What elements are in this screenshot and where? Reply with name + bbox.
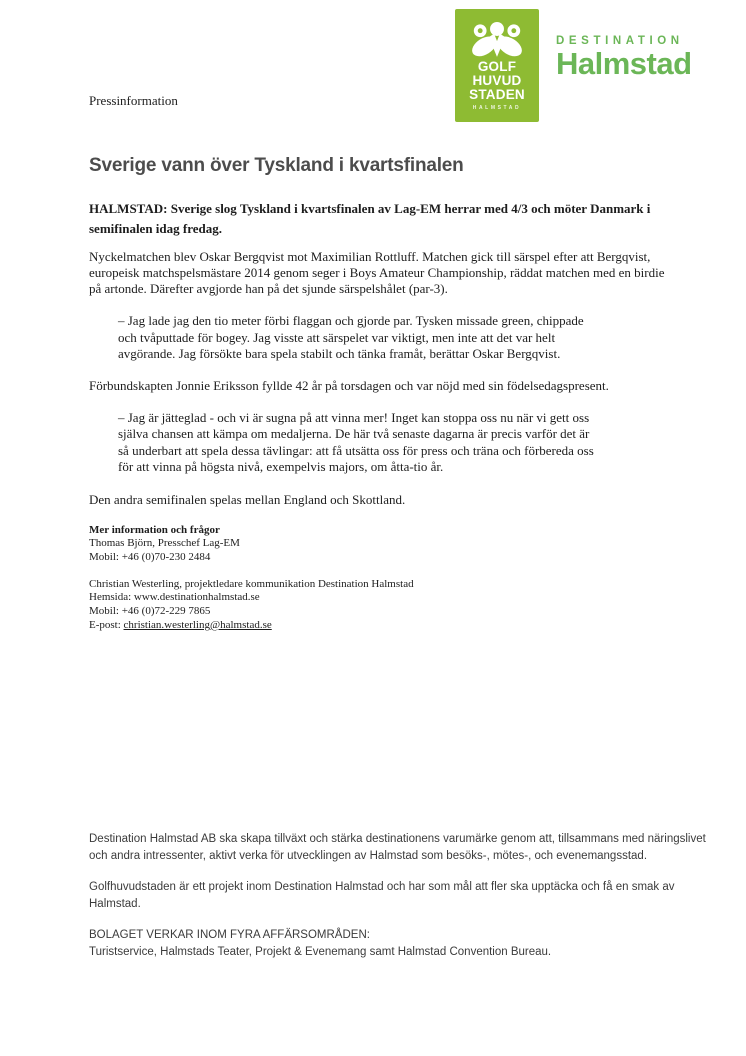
- spacer: [89, 564, 667, 578]
- lead-paragraph: HALMSTAD: Sverige slog Tyskland i kvartsfinalen av Lag-EM herrar med 4/3 och möter Danmark i semifinalen idag fredag.: [89, 201, 651, 236]
- contact-person: Thomas Björn, Presschef Lag-EM: [89, 537, 240, 550]
- badge-wordmark: [455, 60, 539, 102]
- press-label: Pressinformation: [89, 93, 178, 108]
- footer-project: Golfhuvudstaden är ett projekt inom Destination Halmstad och har som mål att fler ska upptäcka och få en smak av Halmstad.: [89, 881, 675, 910]
- quote-paragraph: – Jag är jätteglad - och vi är sugna på att vinna mer! Inget kan stoppa oss nu när vi gett oss själva chansen att kämpa om medaljerna. De här två senaste dagarna är precis varför det är så underbart att spela dessa tävlingar: att få utsätta oss för press och träna och förbereda oss för att vinna på högsta nivå, exempelvis majors, om åtta-tio år.: [118, 409, 594, 474]
- quote-paragraph: – Jag lade jag den tio meter förbi flaggan och gjorde par. Tysken missade green, chippade och tvåputtade för bogey. Jag visste att särspelet var viktigt, men inte att det var helt avgörande. Jag försökte bara spela stabilt och tänka framåt, berättar Oskar Bergqvist.: [118, 313, 584, 361]
- footer-about: Destination Halmstad AB ska skapa tillväxt och stärka destinationens varumärke genom att, tillsammans med näringslivet och andra intressenter, aktivt verka för utvecklingen av Halmstad som besöks-, mötes-, och evenemangsstad.: [89, 833, 706, 862]
- destination-halmstad-logo: [556, 35, 692, 81]
- footer-areas-list: Turistservice, Halmstads Teater, Projekt & Evenemang samt Halmstad Convention Bureau.: [89, 945, 552, 958]
- wordmark-destination: DESTINATION: [556, 35, 684, 47]
- article: [89, 153, 667, 632]
- footer-areas-heading: BOLAGET VERKAR INOM FYRA AFFÄRSOMRÅDEN:: [89, 929, 370, 941]
- badge-subline: HALMSTAD: [472, 105, 522, 111]
- footer-areas: [89, 927, 717, 960]
- golf-people-trefoil-icon: [468, 22, 526, 58]
- wordmark-halmstad: Halmstad: [556, 46, 692, 81]
- body-paragraph: Förbundskapten Jonnie Eriksson fyllde 42 år på torsdagen och var nöjd med sin födelsedagspresent.: [89, 377, 609, 393]
- contact-block: [89, 524, 667, 633]
- badge-line-huvud: HUVUD: [472, 73, 522, 88]
- contact-email-row: [89, 619, 667, 633]
- contact-phone: Mobil: +46 (0)70-230 2484: [89, 550, 211, 563]
- golfhuvudstaden-logo-badge: [455, 9, 539, 122]
- contact-person: Christian Westerling, projektledare kommunikation Destination Halmstad: [89, 577, 414, 590]
- contact-heading: Mer information och frågor: [89, 523, 220, 536]
- footer-boilerplate: [89, 831, 717, 960]
- contact-phone: Mobil: +46 (0)72-229 7865: [89, 605, 211, 618]
- badge-line-golf: GOLF: [477, 59, 517, 74]
- body-paragraph: Den andra semifinalen spelas mellan England och Skottland.: [89, 491, 406, 507]
- contact-website: Hemsida: www.destinationhalmstad.se: [89, 591, 260, 604]
- badge-line-staden: STADEN: [469, 87, 525, 102]
- email-label: E-post:: [89, 618, 124, 631]
- email-link[interactable]: christian.westerling@halmstad.se: [123, 618, 272, 631]
- body-paragraph: Nyckelmatchen blev Oskar Bergqvist mot Maximilian Rottluff. Matchen gick till särspel efter att Bergqvist, europeisk matchspelsmästare 2014 genom seger i Boys Amateur Championship, räddat matchen med en birdie på artonde. Därefter avgjorde han på det sjunde särspelshålet (par-3).: [89, 249, 665, 296]
- page-title: Sverige vann över Tyskland i kvartsfinalen: [89, 155, 464, 176]
